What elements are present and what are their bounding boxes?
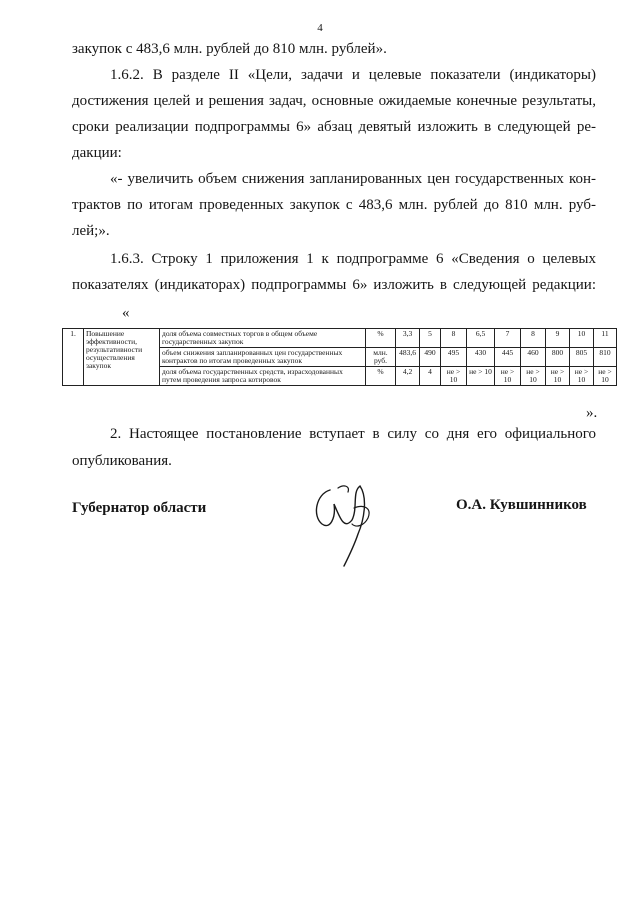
handwritten-signature — [308, 478, 384, 568]
paragraph-line: «- увеличить объем снижения запланированных цен государственных кон- — [110, 171, 596, 187]
value-cell: не > 10 — [546, 367, 570, 386]
paragraph-line: дакции: — [72, 145, 122, 161]
value-cell: 495 — [441, 348, 467, 367]
indicators-table — [62, 328, 617, 386]
row-number: 1. — [63, 329, 84, 386]
paragraph-line: трактов по итогам проведенных закупок с 483,6 млн. рублей до 810 млн. руб- — [72, 197, 596, 213]
value-cell: не > 10 — [570, 367, 594, 386]
paragraph-line: сроки реализации подпрограммы 6» абзац девятый изложить в следующей ре- — [72, 119, 596, 135]
value-cell: 445 — [495, 348, 521, 367]
value-cell: не > 10 — [594, 367, 617, 386]
value-cell: 10 — [570, 329, 594, 348]
paragraph-line: лей;». — [72, 223, 110, 239]
close-quote: ». — [586, 405, 598, 421]
page-number: 4 — [317, 22, 323, 34]
paragraph-line: 2. Настоящее постановление вступает в силу со дня его официального — [110, 426, 596, 442]
value-cell: 11 — [594, 329, 617, 348]
value-cell: 460 — [521, 348, 546, 367]
value-cell: не > 10 — [521, 367, 546, 386]
value-cell: 7 — [495, 329, 521, 348]
table-row — [63, 329, 617, 348]
value-cell: 8 — [521, 329, 546, 348]
value-cell: не > 10 — [441, 367, 467, 386]
value-cell: 8 — [441, 329, 467, 348]
value-cell: 810 — [594, 348, 617, 367]
paragraph-line: достижения целей и решения задач, основные ожидаемые конечные результаты, — [72, 93, 596, 109]
value-cell: 800 — [546, 348, 570, 367]
value-cell: 4 — [420, 367, 441, 386]
value-cell: 430 — [467, 348, 495, 367]
value-cell: 805 — [570, 348, 594, 367]
indicator-cell: доля объема совместных торгов в общем объеме государственных закупок — [160, 329, 366, 348]
value-cell: не > 10 — [467, 367, 495, 386]
value-cell: 5 — [420, 329, 441, 348]
value-cell: 9 — [546, 329, 570, 348]
unit-cell: млн. руб. — [366, 348, 396, 367]
goal-cell: Повышение эффективности, результативности осуществления закупок — [84, 329, 160, 386]
value-cell: 3,3 — [396, 329, 420, 348]
unit-cell: % — [366, 329, 396, 348]
indicator-cell: доля объема государственных средств, израсходованных путем проведения запроса котировок — [160, 367, 366, 386]
value-cell: 490 — [420, 348, 441, 367]
signatory-name: О.А. Кувшинников — [456, 497, 587, 513]
open-quote: « — [122, 305, 130, 321]
paragraph-line: 1.6.2. В разделе II «Цели, задачи и целевые показатели (индикаторы) — [110, 67, 596, 83]
unit-cell: % — [366, 367, 396, 386]
paragraph-line: показателях (индикаторах) подпрограммы 6» изложить в следующей редакции: — [72, 277, 596, 293]
paragraph-line: опубликования. — [72, 453, 172, 469]
value-cell: 483,6 — [396, 348, 420, 367]
indicator-cell: объем снижения запланированных цен государственных контрактов по итогам проведенных закупок — [160, 348, 366, 367]
paragraph-line: 1.6.3. Строку 1 приложения 1 к подпрограмме 6 «Сведения о целевых — [110, 251, 596, 267]
value-cell: 4,2 — [396, 367, 420, 386]
signatory-position: Губернатор области — [72, 500, 207, 516]
value-cell: не > 10 — [495, 367, 521, 386]
value-cell: 6,5 — [467, 329, 495, 348]
paragraph-line: закупок с 483,6 млн. рублей до 810 млн. рублей». — [72, 41, 387, 57]
